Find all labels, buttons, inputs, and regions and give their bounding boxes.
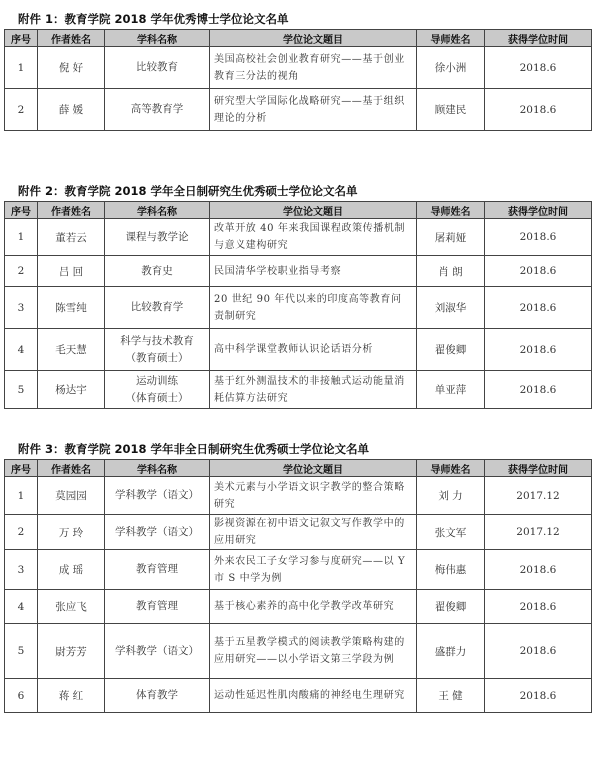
thesis-title: 民国清华学校职业指导考察	[210, 256, 417, 287]
header-row	[5, 30, 592, 47]
column-header: 获得学位时间	[485, 30, 592, 47]
degree-date: 2018.6	[485, 624, 592, 679]
author-name: 陈雪纯	[38, 287, 105, 329]
table-row	[5, 219, 592, 256]
degree-date: 2018.6	[485, 371, 592, 409]
subject-line: （教育硕士）	[125, 351, 189, 364]
column-header: 序号	[5, 30, 38, 47]
advisor-name: 盛群力	[417, 624, 485, 679]
row-number: 1	[5, 477, 38, 515]
subject-line: 高等教育学	[130, 103, 184, 115]
author-name: 尉芳芳	[38, 624, 105, 679]
degree-date: 2018.6	[485, 219, 592, 256]
section-caption: 附件 3：教育学院 2018 学年非全日制研究生优秀硕士学位论文名单	[18, 442, 370, 456]
thesis-title: 美国高校社会创业教育研究——基于创业教育三分法的视角	[210, 47, 417, 89]
subject-line: 教育史	[141, 264, 173, 277]
degree-date: 2018.6	[485, 47, 592, 89]
author-name: 万 玲	[38, 515, 105, 550]
advisor-name: 徐小洲	[417, 47, 485, 89]
table-row	[5, 550, 592, 590]
thesis-title: 改革开放 40 年来我国课程政策传播机制与意义建构研究	[210, 219, 417, 256]
subject-name	[105, 89, 210, 131]
subject-name	[105, 515, 210, 550]
subject-name	[105, 256, 210, 287]
author-name: 莫园园	[38, 477, 105, 515]
row-number: 3	[5, 550, 38, 590]
table-row	[5, 679, 592, 713]
table-row	[5, 515, 592, 550]
subject-line: 比较教育学	[130, 301, 184, 313]
row-number: 4	[5, 329, 38, 371]
advisor-name: 梅伟惠	[417, 550, 485, 590]
table-row	[5, 477, 592, 515]
column-header: 序号	[5, 460, 38, 477]
advisor-name: 单亚萍	[417, 371, 485, 409]
author-name: 张应飞	[38, 590, 105, 624]
author-name: 成 瑶	[38, 550, 105, 590]
row-number: 1	[5, 219, 38, 256]
thesis-title: 研究型大学国际化战略研究——基于组织理论的分析	[210, 89, 417, 131]
column-header: 学位论文题目	[210, 460, 417, 477]
table-row	[5, 329, 592, 371]
subject-line: （体育硕士）	[125, 391, 189, 404]
subject-line: 科学与技术教育	[120, 334, 194, 347]
thesis-title: 基于核心素养的高中化学教学改革研究	[210, 590, 417, 624]
column-header: 学科名称	[105, 202, 210, 219]
award-table	[4, 29, 592, 131]
subject-name	[105, 590, 210, 624]
column-header: 学科名称	[105, 460, 210, 477]
degree-date: 2017.12	[485, 515, 592, 550]
column-header: 学科名称	[105, 30, 210, 47]
author-name: 倪 好	[38, 47, 105, 89]
author-name: 薛 媛	[38, 89, 105, 131]
subject-name	[105, 329, 210, 371]
subject-line: 学科教学（语文）	[115, 644, 199, 657]
advisor-name: 翟俊卿	[417, 329, 485, 371]
row-number: 2	[5, 89, 38, 131]
advisor-name: 屠莉娅	[417, 219, 485, 256]
column-header: 导师姓名	[417, 202, 485, 219]
row-number: 1	[5, 47, 38, 89]
subject-name	[105, 550, 210, 590]
subject-line: 比较教育	[136, 61, 178, 73]
author-name: 吕 回	[38, 256, 105, 287]
advisor-name: 张文军	[417, 515, 485, 550]
column-header: 导师姓名	[417, 460, 485, 477]
advisor-name: 刘淑华	[417, 287, 485, 329]
advisor-name: 刘 力	[417, 477, 485, 515]
subject-line: 运动训练	[136, 374, 178, 387]
subject-name	[105, 371, 210, 409]
table-row	[5, 590, 592, 624]
row-number: 5	[5, 624, 38, 679]
subject-line: 教育管理	[136, 563, 178, 575]
row-number: 2	[5, 256, 38, 287]
advisor-name: 肖 朗	[417, 256, 485, 287]
thesis-title: 基于五星教学模式的阅读教学策略构建的应用研究——以小学语文第三学段为例	[210, 624, 417, 679]
degree-date: 2018.6	[485, 256, 592, 287]
column-header: 作者姓名	[38, 30, 105, 47]
header-row	[5, 202, 592, 219]
row-number: 6	[5, 679, 38, 713]
subject-line: 学科教学（语文）	[115, 525, 199, 538]
award-table	[4, 459, 592, 713]
section-caption: 附件 2：教育学院 2018 学年全日制研究生优秀硕士学位论文名单	[18, 184, 358, 198]
row-number: 2	[5, 515, 38, 550]
column-header: 获得学位时间	[485, 202, 592, 219]
thesis-title: 外来农民工子女学习参与度研究——以 Y 市 S 中学为例	[210, 550, 417, 590]
column-header: 作者姓名	[38, 202, 105, 219]
subject-name	[105, 287, 210, 329]
header-row	[5, 460, 592, 477]
row-number: 3	[5, 287, 38, 329]
thesis-title: 高中科学课堂教师认识论话语分析	[210, 329, 417, 371]
subject-name	[105, 477, 210, 515]
subject-line: 学科教学（语文）	[115, 489, 199, 501]
degree-date: 2018.6	[485, 590, 592, 624]
table-row	[5, 624, 592, 679]
thesis-title: 20 世纪 90 年代以来的印度高等教育问责制研究	[210, 287, 417, 329]
section-1	[4, 10, 591, 131]
section-caption: 附件 1：教育学院 2018 学年优秀博士学位论文名单	[18, 12, 289, 26]
row-number: 5	[5, 371, 38, 409]
subject-line: 课程与教学论	[125, 230, 189, 243]
degree-date: 2018.6	[485, 89, 592, 131]
author-name: 蒋 红	[38, 679, 105, 713]
subject-name	[105, 219, 210, 256]
column-header: 作者姓名	[38, 460, 105, 477]
degree-date: 2018.6	[485, 679, 592, 713]
column-header: 导师姓名	[417, 30, 485, 47]
column-header: 获得学位时间	[485, 460, 592, 477]
award-table	[4, 201, 592, 409]
thesis-title: 影视资源在初中语文记叙文写作教学中的应用研究	[210, 515, 417, 550]
subject-line: 体育教学	[136, 689, 178, 701]
subject-name	[105, 47, 210, 89]
degree-date: 2017.12	[485, 477, 592, 515]
column-header: 序号	[5, 202, 38, 219]
column-header: 学位论文题目	[210, 30, 417, 47]
degree-date: 2018.6	[485, 287, 592, 329]
degree-date: 2018.6	[485, 329, 592, 371]
degree-date: 2018.6	[485, 550, 592, 590]
table-row	[5, 47, 592, 89]
table-row	[5, 287, 592, 329]
advisor-name: 翟俊卿	[417, 590, 485, 624]
advisor-name: 顾建民	[417, 89, 485, 131]
author-name: 杨达宇	[38, 371, 105, 409]
table-row	[5, 256, 592, 287]
subject-line: 教育管理	[136, 600, 178, 612]
author-name: 董若云	[38, 219, 105, 256]
thesis-title: 基于红外测温技术的非接触式运动能量消耗估算方法研究	[210, 371, 417, 409]
thesis-title: 美术元素与小学语文识字教学的整合策略研究	[210, 477, 417, 515]
thesis-title: 运动性延迟性肌肉酸痛的神经电生理研究	[210, 679, 417, 713]
advisor-name: 王 健	[417, 679, 485, 713]
row-number: 4	[5, 590, 38, 624]
author-name: 毛天慧	[38, 329, 105, 371]
table-row	[5, 89, 592, 131]
subject-name	[105, 624, 210, 679]
subject-name	[105, 679, 210, 713]
section-2	[4, 182, 591, 409]
column-header: 学位论文题目	[210, 202, 417, 219]
section-3	[4, 440, 591, 713]
table-row	[5, 371, 592, 409]
